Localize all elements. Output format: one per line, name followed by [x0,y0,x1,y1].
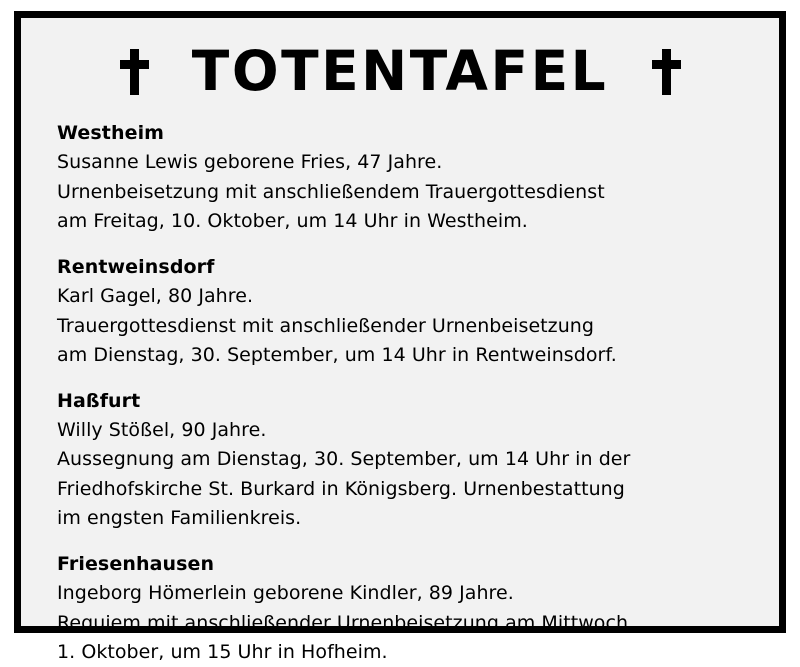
entry-line: am Dienstag, 30. September, um 14 Uhr in Rentweinsdorf. [57,344,617,367]
entry-line: im engsten Familienkreis. [57,507,302,530]
entry-place: Friesenhausen [57,552,215,575]
obituary-entry [57,387,743,534]
entry-line: Trauergottesdienst mit anschließender Urnenbeisetzung [57,314,594,337]
notice-body [21,18,779,663]
entry-line: Aussegnung am Dienstag, 30. September, um 14 Uhr in der [57,448,631,471]
page-title: TOTENTAFEL [191,39,609,103]
entry-place: Westheim [57,122,165,144]
entry-line: am Freitag, 10. Oktober, um 14 Uhr in Westheim. [57,210,528,233]
obituary-entry [57,119,743,237]
obituary-entry [57,550,743,667]
entry-line: Requiem mit anschließender Urnenbeisetzung am Mittwoch, [57,611,635,634]
entry-line: Ingeborg Hömerlein geborene Kindler, 89 Jahre. [57,582,514,605]
entry-line: Willy Stößel, 90 Jahre. [57,418,267,441]
cross-icon [120,49,148,95]
entry-line: Urnenbeisetzung mit anschließendem Trauergottesdienst [57,180,605,203]
entry-place: Haßfurt [57,389,141,412]
cross-icon [652,49,680,95]
obituary-entry [57,253,743,371]
obituary-entry-list [21,109,779,667]
entry-line: Susanne Lewis geborene Fries, 47 Jahre. [57,151,443,174]
notice-header [21,18,779,109]
entry-place: Rentweinsdorf [57,255,215,278]
entry-line: Friedhofskirche St. Burkard in Königsberg. Urnenbestattung [57,477,625,500]
entry-line: Karl Gagel, 80 Jahre. [57,285,254,308]
notice-frame [14,11,786,663]
entry-line: 1. Oktober, um 15 Uhr in Hofheim. [57,641,388,663]
